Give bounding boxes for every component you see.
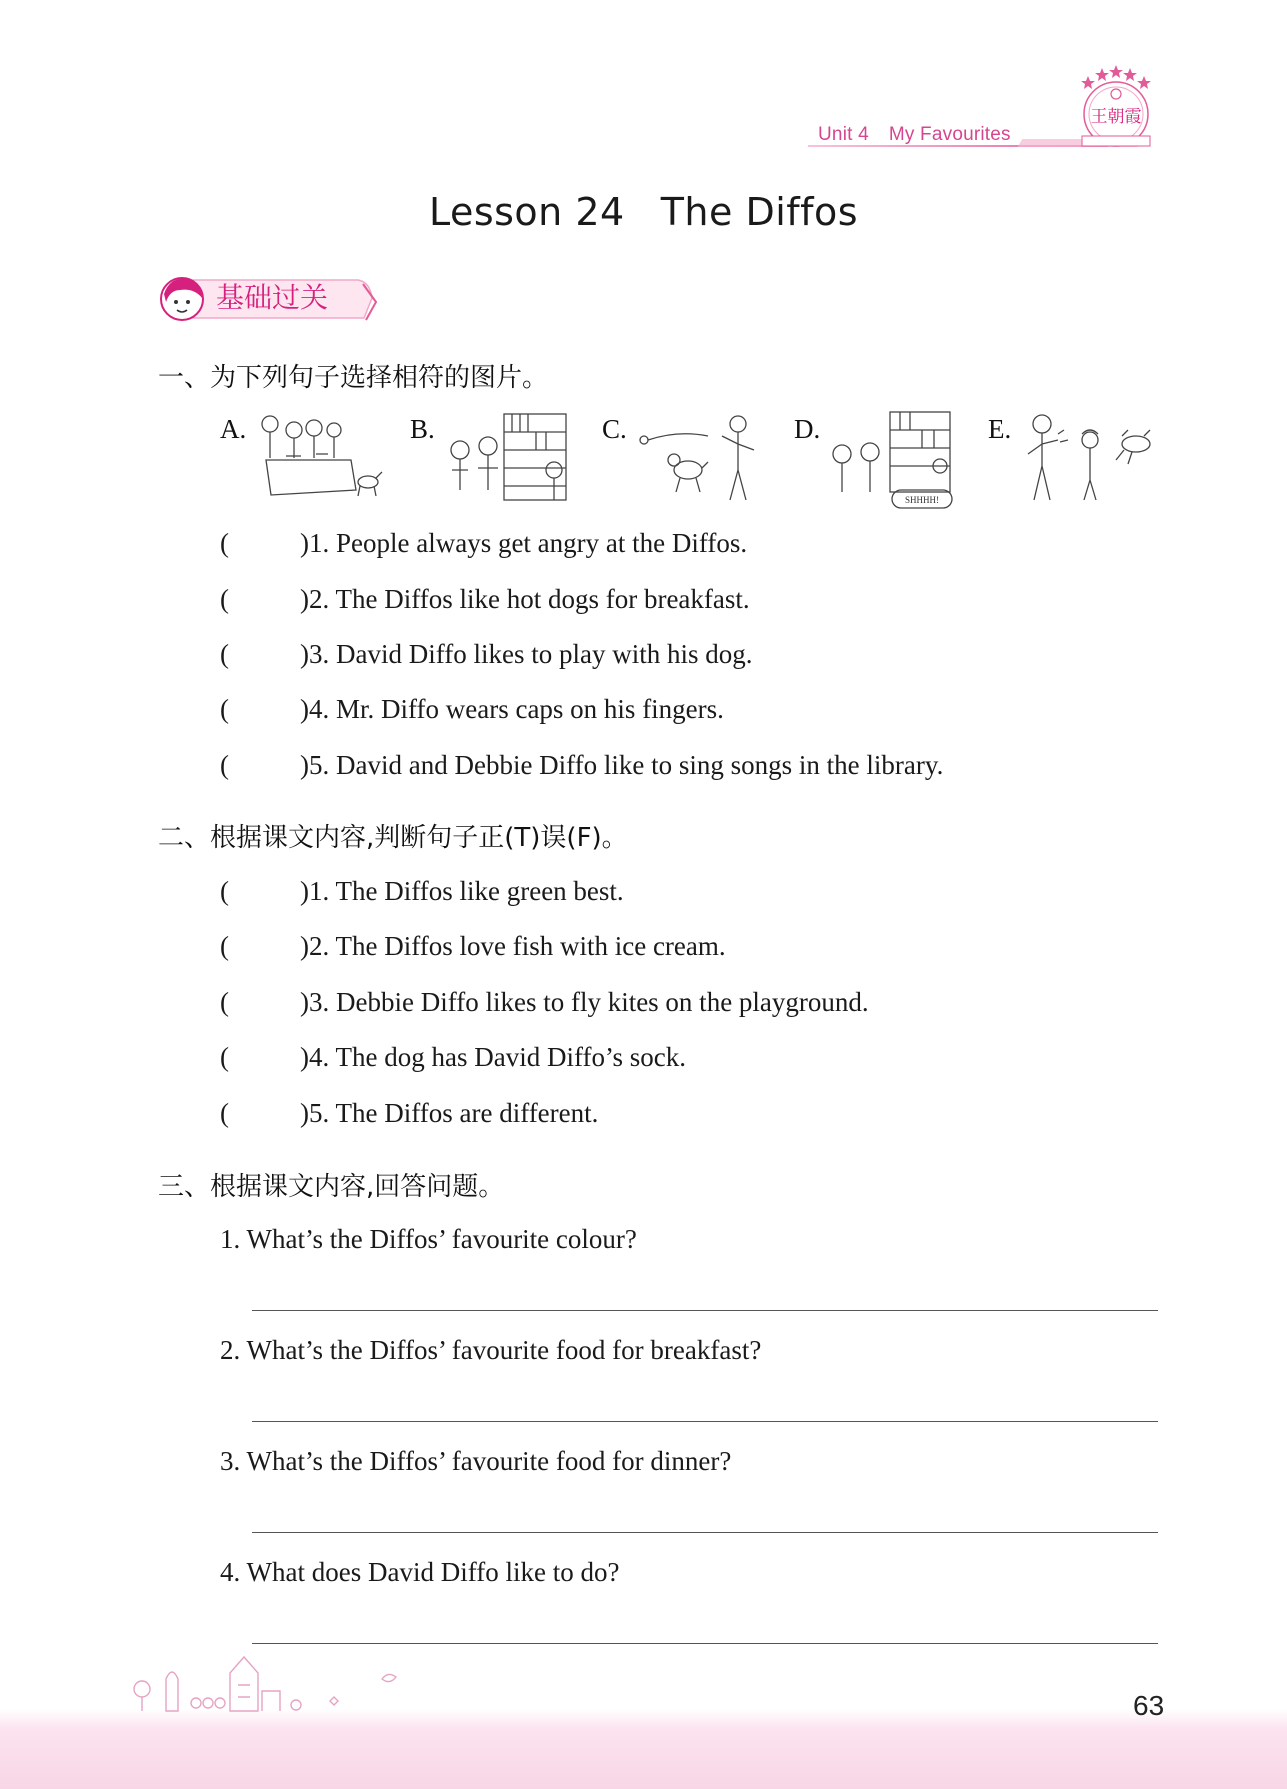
- section2-item-1: [220, 876, 624, 907]
- question-3: 3. What’s the Diffos’ favourite food for dinner?: [220, 1446, 732, 1476]
- picture-d-letter: D.: [794, 414, 821, 444]
- answer-blank-1[interactable]: (: [220, 528, 229, 558]
- section1-heading: 一、为下列句子选择相符的图片。: [158, 363, 549, 393]
- answer-blank-3[interactable]: (: [220, 639, 229, 669]
- picture-b-letter: B.: [410, 414, 435, 444]
- picture-a-letter: A.: [220, 414, 247, 444]
- section1-item-1: [220, 528, 747, 559]
- section-badge-label: 基础过关: [216, 281, 329, 314]
- section2-item-4: [220, 1042, 686, 1073]
- girl-face-icon: [161, 278, 203, 320]
- section2-item-3: [220, 987, 869, 1018]
- section2-item-2: [220, 931, 726, 962]
- page-bottom-band: [0, 1709, 1287, 1789]
- publisher-logo-icon: [1074, 62, 1158, 150]
- section1-item-4: [220, 694, 724, 725]
- answer-line-2[interactable]: [252, 1421, 1158, 1422]
- picture-b: [410, 410, 580, 510]
- section2-item-3-text: )3. Debbie Diffo likes to fly kites on the playground.: [300, 987, 869, 1017]
- picture-e-letter: E.: [988, 414, 1012, 444]
- question-1: 1. What’s the Diffos’ favourite colour?: [220, 1224, 637, 1254]
- section2-item-5: [220, 1098, 598, 1129]
- boy-playing-with-dog-icon: [638, 410, 768, 505]
- section1-item-2: [220, 584, 750, 615]
- lesson-title: [0, 190, 1287, 234]
- answer-line-4[interactable]: [252, 1643, 1158, 1644]
- picture-c: [602, 410, 772, 510]
- section1-item-5: [220, 750, 943, 781]
- question-2: 2. What’s the Diffos’ favourite food for breakfast?: [220, 1335, 762, 1365]
- answer-line-1[interactable]: [252, 1310, 1158, 1311]
- people-in-library-icon: [446, 410, 576, 505]
- lesson-name: The Diffos: [660, 190, 859, 234]
- picture-a: [220, 410, 390, 510]
- section1-item-5-text: )5. David and Debbie Diffo like to sing songs in the library.: [300, 750, 944, 780]
- section2-item-2-text: )2. The Diffos love fish with ice cream.: [300, 931, 726, 961]
- unit-number: Unit 4: [818, 124, 869, 145]
- section1-item-4-text: )4. Mr. Diffo wears caps on his fingers.: [300, 694, 724, 724]
- tf-blank-1[interactable]: (: [220, 876, 229, 906]
- picture-e: [988, 410, 1160, 510]
- answer-blank-5[interactable]: (: [220, 750, 229, 780]
- tf-blank-3[interactable]: (: [220, 987, 229, 1017]
- section2-item-4-text: )4. The dog has David Diffo’s sock.: [300, 1042, 686, 1072]
- answer-blank-2[interactable]: (: [220, 584, 229, 614]
- section1-item-3: [220, 639, 752, 670]
- unit-title: My Favourites: [888, 124, 1011, 145]
- section1-item-2-text: )2. The Diffos like hot dogs for breakfast.: [300, 584, 750, 614]
- unit-header: [818, 124, 1031, 146]
- lesson-number: Lesson 24: [428, 190, 625, 234]
- picture-c-letter: C.: [602, 414, 627, 444]
- section1-item-3-text: )3. David Diffo likes to play with his dog.: [300, 639, 753, 669]
- question-4: 4. What does David Diffo like to do?: [220, 1557, 620, 1587]
- people-singing-in-library-icon: [830, 410, 965, 510]
- tf-blank-2[interactable]: (: [220, 931, 229, 961]
- section1-item-1-text: )1. People always get angry at the Diffos.: [300, 528, 748, 558]
- page-number: 63: [1133, 1690, 1165, 1721]
- tf-blank-5[interactable]: (: [220, 1098, 229, 1128]
- picture-d-caption: SHHHH!: [904, 495, 940, 505]
- castle-and-trees-doodle-icon: [120, 1645, 410, 1715]
- section2-item-1-text: )1. The Diffos like green best.: [300, 876, 624, 906]
- picture-d: [794, 410, 964, 510]
- tf-blank-4[interactable]: (: [220, 1042, 229, 1072]
- section2-heading: 二、根据课文内容,判断句子正(T)误(F)。: [158, 823, 628, 853]
- answer-line-3[interactable]: [252, 1532, 1158, 1533]
- section2-item-5-text: )5. The Diffos are different.: [300, 1098, 599, 1128]
- picture-choices: [220, 410, 1160, 510]
- family-at-table-with-dog-icon: [256, 410, 386, 505]
- man-with-caps-on-fingers-icon: [1024, 410, 1154, 505]
- section3-heading: 三、根据课文内容,回答问题。: [158, 1172, 505, 1202]
- logo-text: 王朝霞: [1090, 107, 1142, 127]
- answer-blank-4[interactable]: (: [220, 694, 229, 724]
